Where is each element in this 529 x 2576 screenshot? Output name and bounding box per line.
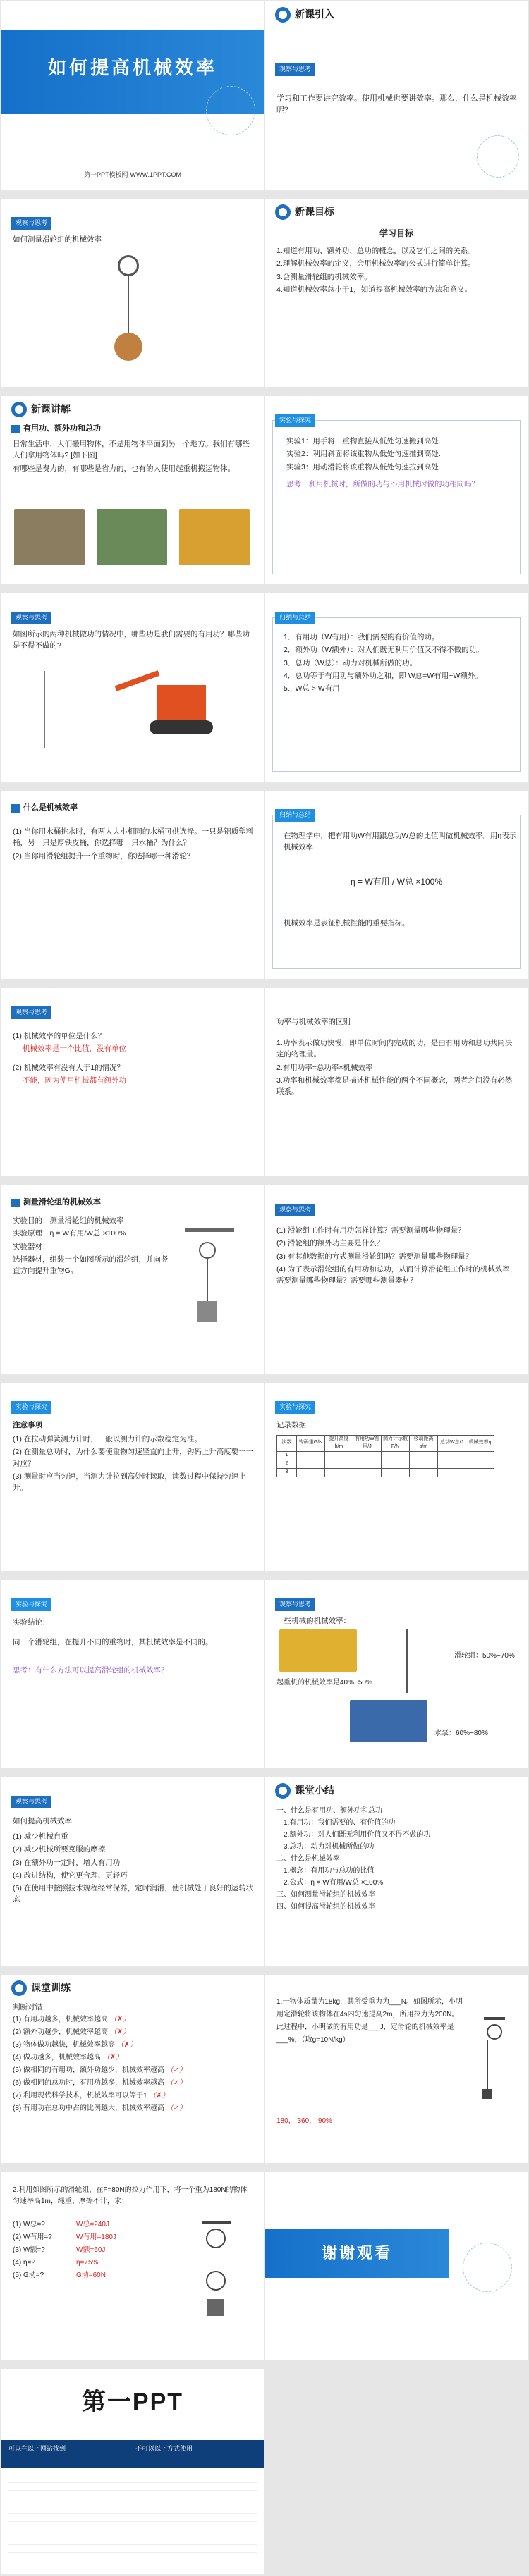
list-item [13,2040,254,2051]
slide-notes [1,1383,264,1571]
crane-image [279,1629,357,1672]
pulley-illustration [93,255,164,375]
photo-workers [14,509,85,565]
section-header [11,402,71,417]
list-item: 4.知道机械效率总小于1，知道提高机械效率的方法和意义。 [276,285,473,294]
header-cell: 总功W总/J [438,1436,466,1452]
slide-thanks [265,2172,528,2360]
list-item: (1) 在拉动弹簧测力计时，一般以测力计的示数稳定为准。 [13,1435,202,1443]
paragraph: (2) 当你用滑轮组提升一个重物时，你选择哪一种滑轮？ [13,851,195,861]
list-item: 2.理解机械效率的定义，会用机械效率的公式进行简单计算。 [276,259,475,269]
subsection-label: 有用功、额外功和总功 [23,424,101,433]
header-dot-icon [11,1980,27,1996]
slide-experiment [265,396,528,584]
intro: 功率与机械效率的区别 [276,1018,351,1026]
slide-question [1,199,264,387]
badge: 实验与探究 [11,1401,51,1414]
question-list [276,1225,518,1288]
table-row [277,1451,494,1460]
slide-data-table [265,1383,528,1571]
question: (2) 机械效率有没有大于1的情况？ [13,1063,125,1072]
answer: 机械效率是一个比值，没有单位 [23,1044,126,1054]
notes-list [13,1434,254,1495]
list-item: 5．W总 > W有用 [284,684,340,694]
list-item: (4) 改进结构，使它更合理、更轻巧 [13,1871,128,1880]
statement: (1) 有用功越多，机械效率越高 [13,2016,108,2023]
list-item: 1.功率表示做功快慢，即单位时间内完成的功，是由有用功和总功共同决定的物理量。 [276,1039,513,1059]
table-header-row [277,1436,494,1452]
brand-bar [1,2440,264,2468]
section-header-title: 新课引入 [295,8,334,20]
header-cell: 提升高度h/m [325,1436,353,1452]
list-item [13,2027,254,2038]
list-item: (4) 为了表示滑轮组的有用功和总功，从而计算滑轮组工作时的机械效率，需要测量哪些物理量？需要哪些测量器材？ [276,1264,518,1286]
notes-title: 注意事项 [13,1421,42,1429]
list-item: (3) 测量时应当匀速，当测力计拉到高处时读取，读数过程中保持匀速上升。 [13,1472,246,1493]
slide-lecture [1,396,264,584]
list-item: (3) 在额外功一定时，增大有用功 [13,1858,121,1867]
slide-exercise-1 [265,1975,528,2163]
list-item: (2) 滑轮组的额外功主要是什么？ [276,1239,384,1248]
statement: (2) 额外功越少，机械效率越高 [13,2028,108,2036]
list-item: (5) 在使用中按照技术规程经常保养，定时润滑，使机械处于良好的运转状态 [13,1884,254,1904]
measure-text [13,1215,172,1278]
slide-machines [265,1580,528,1768]
subsection-label: 什么是机械效率 [23,803,78,812]
brand-logo: 第一PPT [81,2389,184,2415]
observe-text: 如图所示的两种机械做功的情况中，哪些功是我们需要的有用功？哪些功是不得不做的? [13,630,250,651]
qa-list [13,1030,254,1087]
photo-crane [179,509,250,565]
section-header-title: 课堂训练 [31,1982,71,1994]
conclusion-text: 同一个滑轮组，在提升不同的重物时，其机械效率是不同的。 [13,1638,213,1646]
list-item: 二、什么是机械效率 [276,1855,340,1863]
list-item: 3.功率和机械效率都是描述机械性能的两个不同概念，两者之间没有必然联系。 [276,1076,513,1097]
list-item [13,2052,254,2064]
list-item: 实验2：利用斜面将该重物从低处匀速推到高处. [286,450,441,459]
think-text: 思考：有什么方法可以提高滑轮组的机械效率？ [13,1666,169,1675]
exercise-title: 判断对错 [13,2003,42,2011]
answer-blanks: 180， 360， 90% [276,2117,332,2125]
list-item: 1.有用功：我们需要的、有价值的功 [284,1819,396,1827]
list-item: (1) 减少机械自重 [13,1832,68,1841]
subsection-label: 测量滑轮组的机械效率 [23,1198,101,1207]
subsection-title [11,802,78,814]
intro-text: 学习和工作要讲究效率。使用机械也要讲效率。那么，什么是机械效率呢？ [276,94,517,116]
definition-text: 在物理学中，把有用功W有用跟总功W总的比值叫做机械效率。用η表示机械效率 [284,832,517,852]
pulley-diagram [192,2221,241,2327]
question: (2) W有用=? [13,2233,52,2241]
question: (5) G动=? [13,2272,44,2279]
dandelion-icon [463,2243,512,2292]
thanks-banner [265,2229,449,2278]
list-item [13,2103,254,2114]
answer-mark: （✓） [166,2079,187,2087]
formula: η = W有用 / W总 ×100% [350,877,443,887]
cell: 1 [277,1451,297,1460]
answer: 不能，因为使用机械都有额外功 [23,1076,126,1085]
question-text: 如何测量滑轮组的机械效率 [13,235,102,244]
list-item: 1.概念：有用功与总功的比值 [284,1867,375,1875]
answer-mark: （✗） [116,2041,138,2049]
think-text: 思考：利用机械时，所做的功与不用机械时做的功相同吗？ [286,479,479,488]
machines-title: 一些机械的机械效率： [276,1617,351,1625]
header-dot-icon [11,402,27,417]
answer: W额=60J [76,2246,106,2254]
list-item: 实验3：用动滑轮将该重物从低处匀速拉到高处. [286,462,441,472]
list-item: 三、如何测量滑轮组的机械效率 [276,1891,375,1899]
badge: 实验与探究 [11,1598,51,1611]
list-item [13,2065,254,2076]
answer-mark: （✗） [102,2054,123,2062]
slide-brand [1,2369,264,2574]
slide-title [1,1,264,190]
list-item: 2.额外功：对人们既无利用价值又不得不做的功 [284,1831,431,1839]
slide-recap [265,1777,528,1966]
list-item: 一、什么是有用功、额外功和总功 [276,1807,382,1815]
judge-list [13,2014,254,2116]
thanks-text: 谢谢观看 [321,2244,392,2262]
list-item: 1.知道有用功、额外功、总功的概念，以及它们之间的关系。 [276,247,475,255]
cell: 2 [277,1460,297,1468]
answer: η=75% [76,2259,99,2267]
badge: 观察与思考 [275,63,315,76]
pulley-diagram [44,671,86,748]
slide-power-vs-efficiency [265,988,528,1176]
section-header [275,1783,334,1799]
list-item: 3．总功（W总）：动力对机械所做的功。 [284,658,417,667]
list-item: (2) 减少机械所要克服的摩擦 [13,1845,106,1854]
objectives-list [276,245,518,297]
section-header-title: 课堂小结 [295,1785,334,1797]
answer-mark: （✗） [149,2092,169,2100]
note-text: 机械效率是表征机械性能的重要指标。 [284,919,410,928]
slide-objectives [265,199,528,387]
dandelion-icon [206,86,255,135]
slide-efficiency [1,791,264,979]
footer-text: 第一PPT模板网-WWW.1PPT.COM [84,171,181,178]
slide-summary-work [265,593,528,782]
list-item: 2．额外功（W额外）：对人们既无利用价值又不得不做的功。 [284,646,484,655]
answer-mark: （✗） [109,2016,130,2023]
list-item: (3) 有其他数据的方式测量滑轮组吗？需要测量哪些物理量？ [276,1252,473,1261]
lecture-text [13,438,254,476]
section-header [11,1980,71,1996]
header-cell: 移动距离s/m [410,1436,438,1452]
brand-line-2: 不可以以下方式使用 [135,2445,193,2452]
comparison-list [276,1037,518,1099]
list-item: (2) 在测量总功时，为什么要使重物匀速竖直向上升，钩码上升高度要一一对应？ [13,1448,254,1468]
paragraph: 实验器材： [13,1242,50,1251]
exercise-text: 1.一物体质量为18kg，其所受重力为___N。如图所示，小明用定滑轮将该物体在4s内匀速提高2m，所用拉力为200N。此过程中，小明做的有用功是___J，定滑轮的机械效率是___%，（取g=10N/kg） [276,1998,463,2044]
statement: (4) 做功越多，机械效率越高 [13,2054,101,2062]
dandelion-icon [477,135,519,178]
slide-conclusion [1,1580,264,1768]
answer-mark: （✗） [109,2028,130,2036]
question: (3) W额=? [13,2246,45,2254]
question: (1) W总=? [13,2221,45,2229]
list-item: 1．有用功（W有用）：我们需要的有价值的功。 [284,633,439,641]
answer-mark: （✓） [166,2066,187,2074]
pulley-diagram [406,1629,434,1693]
header-dot-icon [275,7,291,23]
header-cell: 测力计示数F/N [382,1436,410,1452]
table-title: 记录数据 [276,1421,306,1429]
page-title: 如何提高机械效率 [47,57,217,78]
statement: (5) 做相同的有用功，额外功越少，机械效率越高 [13,2066,164,2074]
slide-questions [265,1185,528,1374]
pump-image [350,1700,427,1742]
subsection-title [11,1197,101,1209]
answer-blank: 180 [276,2117,288,2125]
list-item: 2.有用功率=总功率×机械效率 [276,1063,373,1072]
subtitle: 学习目标 [379,228,413,238]
badge: 观察与思考 [11,1006,51,1019]
list-item: 实验1：用手将一重物直接从低处匀速搬到高处. [286,437,441,445]
improve-title: 如何提高机械效率 [13,1817,72,1825]
statement: (8) 有用功在总功中占的比例越大，机械效率越高 [13,2104,164,2112]
slide-measure [1,1185,264,1374]
brand-links-area [8,2475,257,2560]
statement: (7) 利用现代科学技术，机械效率可以等于1 [13,2092,147,2100]
header-cell: 次数 [277,1436,297,1452]
badge: 归纳与总结 [275,809,315,822]
efficiency-text [13,826,254,863]
slide-observe [1,593,264,782]
answer: W总=240J [76,2221,109,2229]
photo-carrying [97,509,167,565]
list-item: (1) 滑轮组工作时有用功怎样计算？需要测量哪些物理量？ [276,1226,466,1235]
section-header-title: 新课讲解 [31,403,71,415]
slide-improve [1,1777,264,1966]
crane-efficiency: 起重机的机械效率是40%~50% [276,1679,372,1687]
experiment-list [286,436,518,491]
badge: 观察与思考 [11,217,51,230]
badge: 实验与探究 [275,1401,315,1414]
question: (4) η=? [13,2259,35,2267]
paragraph: 选择器材，组装一个如图所示的滑轮组，并向竖直方向提升重物G。 [13,1255,169,1276]
badge: 观察与思考 [11,612,51,624]
answer: G动=60N [76,2272,106,2279]
answer-blank: 90% [317,2117,332,2125]
exercise-text: 2.利用如图所示的滑轮组，在F=80N的拉力作用下，将一个重为180N的物体匀速举高1m，绳重、摩擦不计，求： [13,2186,248,2205]
section-header [275,204,334,220]
table-row [277,1468,494,1477]
data-table [276,1435,494,1477]
list-item [13,2014,254,2026]
answer-blank: 360 [297,2117,310,2125]
list-item [13,2078,254,2089]
paragraph: 有哪些是费力的，有哪些是省力的，也有的人使用起重机搬运物体。 [13,464,235,473]
paragraph: (1) 当你用水桶挑水时，有两人大小相同的水桶可供选择。一只是铝质塑料桶，另一只是厚铁皮桶，你选择哪一只水桶？为什么？ [13,827,254,848]
list-item [13,2090,254,2102]
badge: 归纳与总结 [275,612,315,624]
list-item: 2.公式：η = W有用/W总 ×100% [284,1879,384,1887]
slide-exercise-judge [1,1975,264,2163]
table-row [277,1460,494,1468]
summary-list [284,631,518,696]
list-item: 4．总功等于有用功与额外功之和，即 W总=W有用+W额外。 [284,671,482,680]
pump-efficiency: 水泵：60%~80% [434,1730,488,1737]
pulley-efficiency: 滑轮组：50%~70% [454,1652,515,1660]
pulley-diagram [477,2017,512,2109]
pulley-setup-illustration [178,1228,241,1341]
slide-intro [265,1,528,190]
improve-list [13,1831,254,1907]
header-cell: 钩码重G/N [297,1436,325,1452]
brand-line-1: 可以在以下网站找到 [8,2445,66,2452]
paragraph: 实验目的：测量滑轮组的机械效率 [13,1216,124,1225]
slide-exercise-2 [1,2172,264,2360]
list-item: 3.总功：动力对机械所做的功 [284,1843,375,1851]
badge: 观察与思考 [275,1598,315,1611]
slide-definition [265,791,528,979]
header-cell: 机械效率η [466,1436,494,1452]
conclusion-title: 实验结论： [13,1618,50,1627]
section-header [275,7,334,23]
header-dot-icon [275,1783,291,1799]
badge: 实验与探究 [275,414,315,427]
paragraph: 日常生活中，人们搬用物体，不是用物体平面到另一个地方。我们有哪些人们拿用物体吗? [如下图] [13,440,250,460]
header-dot-icon [275,204,291,220]
list-item: 四、如何提高滑轮组的机械效率 [276,1903,375,1911]
header-cell: 有用功W有用/J [353,1436,382,1452]
statement: (3) 物体做功越快，机械效率越高 [13,2041,115,2049]
section-header-title: 新课目标 [295,206,334,218]
recap-list [276,1806,518,1913]
statement: (6) 做相同的总功时，有用功越多，机械效率越高 [13,2079,164,2087]
badge: 观察与思考 [275,1204,315,1216]
cell: 3 [277,1468,297,1477]
excavator-illustration [114,671,220,756]
subsection-title [11,423,101,435]
question: (1) 机械效率的单位是什么？ [13,1032,106,1040]
answer-mark: （✓） [166,2104,187,2112]
paragraph: 实验原理：η = W有用/W总 ×100% [13,1229,126,1238]
badge: 观察与思考 [11,1796,51,1808]
list-item: 3.会测量滑轮组的机械效率。 [276,272,372,281]
slide-unit [1,988,264,1176]
answer: W有用=180J [76,2233,116,2241]
